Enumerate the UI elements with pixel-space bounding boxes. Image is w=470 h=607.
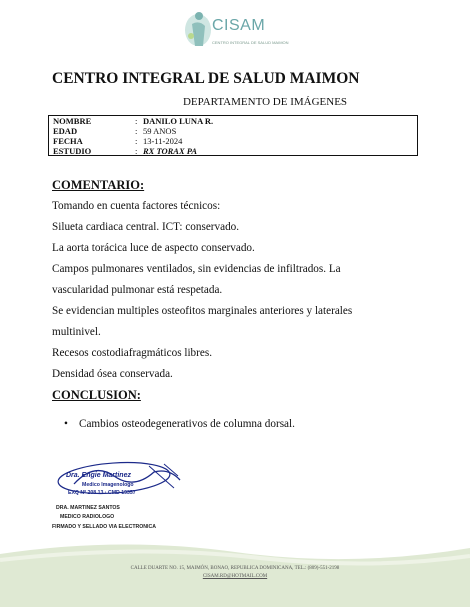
stamp-ids: EXQ Nº 208 13 · CMD 19357 — [68, 490, 136, 496]
footer-email[interactable]: CISAM.RD@HOTMAIL.COM — [202, 574, 268, 579]
comment-heading: COMENTARIO: — [52, 178, 145, 192]
comment-line: Tomando en cuenta factores técnicos: — [52, 200, 221, 212]
patient-info-box — [48, 115, 418, 156]
comment-line: Campos pulmonares ventilados, sin evidencias de infiltrados. La — [52, 263, 341, 275]
field-label: FECHA — [53, 136, 83, 146]
stamp-name: Dra. Engie Martinez — [66, 472, 131, 479]
stamp-role: Medico Imagenologo — [82, 482, 134, 488]
field-value: RX TORAX PA — [143, 146, 198, 156]
field-label: NOMBRE — [53, 116, 92, 126]
comment-line: Recesos costodiafragmáticos libres. — [52, 347, 212, 359]
doctor-specialty: MEDICO RADIOLOGO — [60, 514, 115, 520]
footer-address: CALLE DUARTE NO. 15, MAIMÓN, BONAO, REPUBLICA DOMINICANA, TEL.: (809)-551-2198 — [130, 566, 340, 571]
page-title: CENTRO INTEGRAL DE SALUD MAIMON — [52, 70, 360, 87]
doctor-stamp — [54, 458, 190, 534]
logo-name: CISAM — [212, 17, 266, 34]
field-separator: : — [135, 136, 138, 146]
patient-row-age — [53, 126, 176, 136]
field-separator: : — [135, 116, 138, 126]
field-value: DANILO LUNA R. — [143, 116, 214, 126]
patient-row-name — [53, 116, 213, 126]
conclusion-heading: CONCLUSION: — [52, 388, 141, 402]
conclusion-text: Cambios osteodegenerativos de columna dorsal. — [79, 418, 295, 430]
logo-figure-icon — [178, 6, 214, 50]
comment-line: Se evidencian multiples osteofitos marginales anteriores y laterales — [52, 305, 353, 317]
page-footer — [0, 542, 470, 607]
doctor-name: DRA. MARTINEZ SANTOS — [56, 505, 120, 511]
field-label: EDAD — [53, 126, 78, 136]
patient-row-date — [53, 136, 182, 146]
field-label: ESTUDIO — [53, 146, 92, 156]
field-value: 13-11-2024 — [143, 136, 183, 146]
signature-note: FIRMADO Y SELLADO VIA ELECTRONICA — [52, 524, 156, 530]
conclusion-item — [64, 418, 295, 430]
comment-line: Silueta cardiaca central. ICT: conservado. — [52, 221, 240, 233]
patient-row-study — [53, 146, 197, 156]
comment-line: La aorta torácica luce de aspecto conservado. — [52, 242, 255, 254]
comment-line: Densidad ósea conservada. — [52, 368, 173, 380]
comment-line: vascularidad pulmonar está respetada. — [52, 284, 223, 296]
clinic-logo — [178, 6, 298, 50]
field-separator: : — [135, 126, 138, 136]
department-title: DEPARTAMENTO DE IMÁGENES — [182, 96, 348, 108]
comment-line: multinivel. — [52, 326, 101, 338]
field-value: 59 ANOS — [143, 126, 177, 136]
bullet-icon: • — [64, 418, 68, 430]
field-separator: : — [135, 146, 138, 156]
logo-tagline: CENTRO INTEGRAL DE SALUD MAIMON — [212, 40, 289, 45]
